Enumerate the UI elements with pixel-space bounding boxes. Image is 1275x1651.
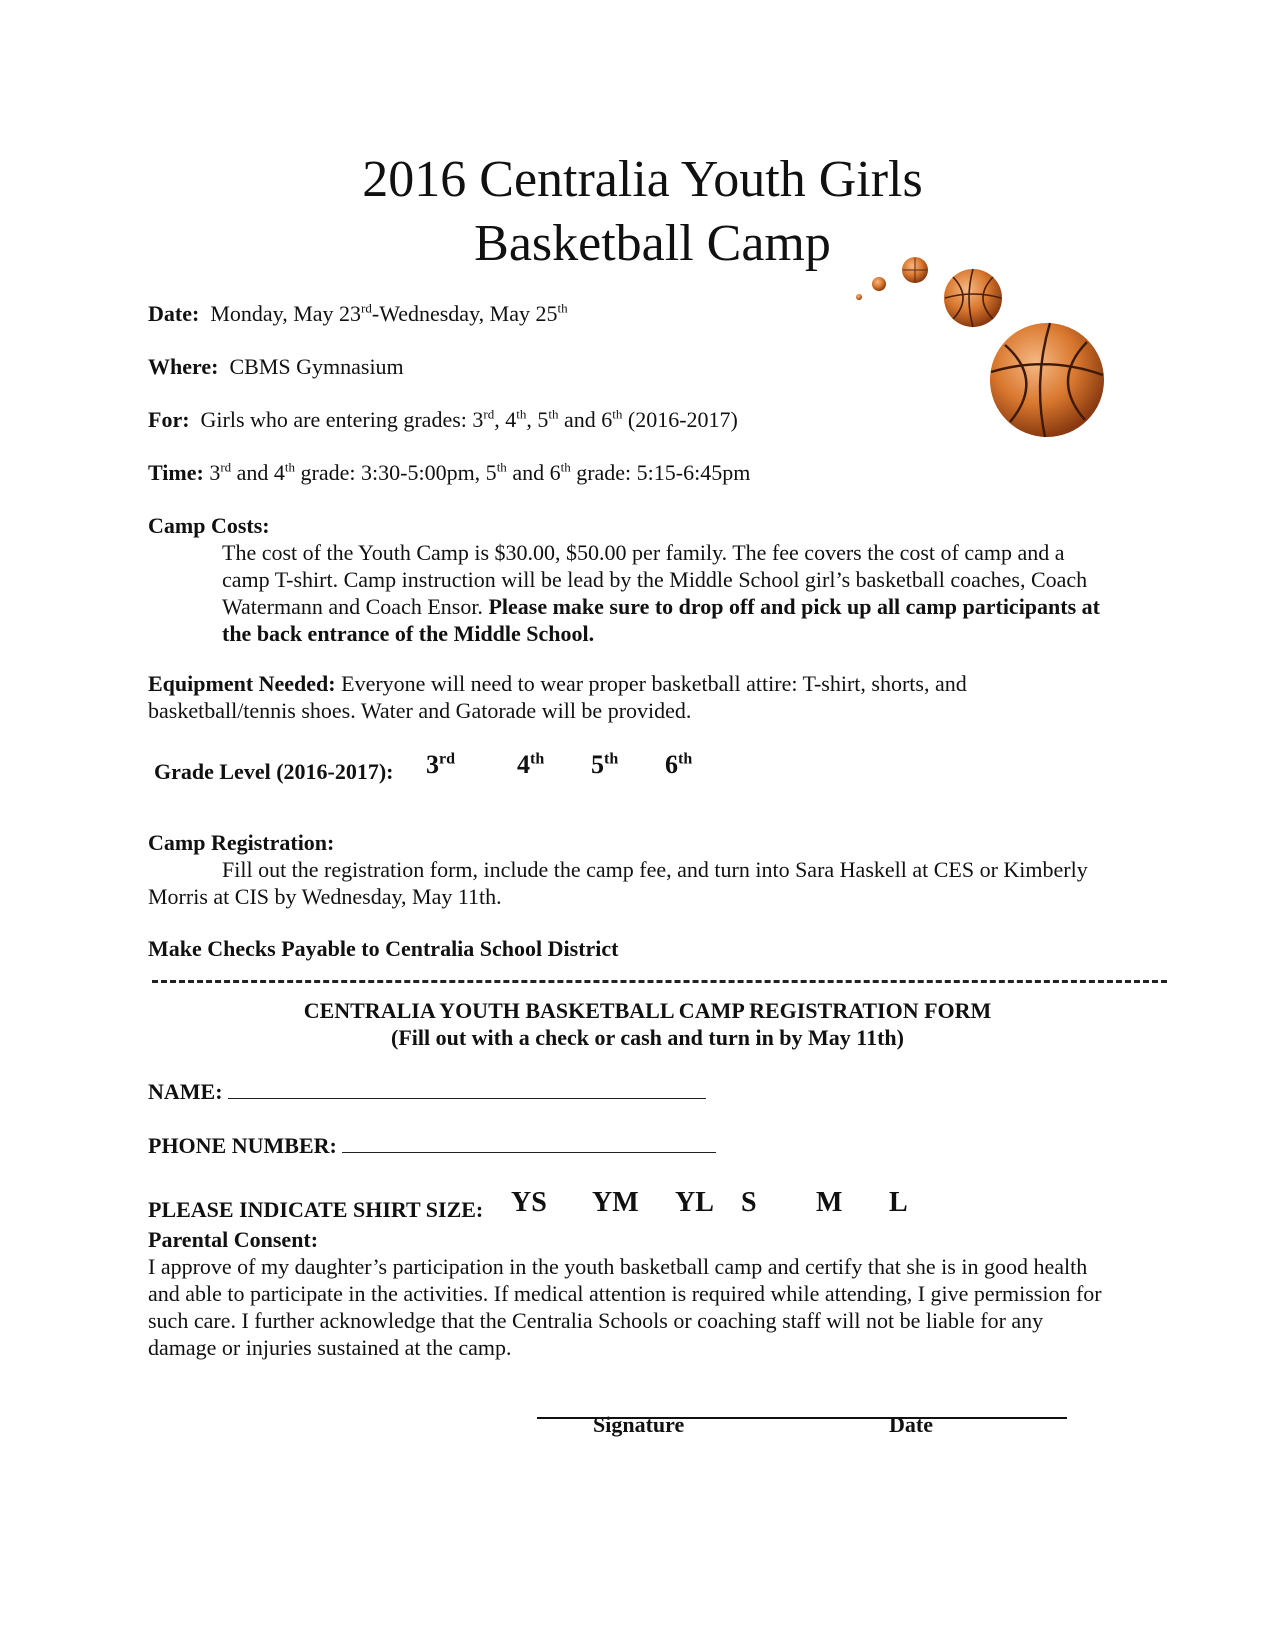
time-sup: th (496, 459, 507, 475)
date-value: -Wednesday, May 25 (371, 301, 558, 326)
time-value: and 4 (231, 460, 285, 485)
for-sup: th (612, 406, 623, 422)
shirt-size-s[interactable]: S (741, 1187, 757, 1218)
camp-registration-heading: Camp Registration: (148, 830, 335, 855)
camp-costs-notice: Please make sure to drop off and pick up all camp participants at the back entrance of the Middle School. (222, 594, 1100, 646)
time-sup: rd (220, 459, 232, 475)
shirt-size-m[interactable]: M (816, 1187, 843, 1218)
name-row (148, 1078, 706, 1105)
time-value: 3 (209, 460, 221, 485)
form-subtitle: (Fill out with a check or cash and turn in by May 11th) (391, 1025, 904, 1050)
equipment-text: Everyone will need to wear proper basketball attire: T-shirt, shorts, and basketball/tennis shoes. Water and Gatorade will be provided. (148, 671, 967, 723)
grade-sup: th (604, 750, 619, 768)
shirt-size-label: PLEASE INDICATE SHIRT SIZE: (148, 1197, 484, 1222)
phone-row (148, 1132, 716, 1159)
where-label: Where: (148, 354, 219, 379)
name-label: NAME: (148, 1079, 223, 1104)
date-sup: th (557, 300, 568, 316)
where-line (148, 353, 404, 380)
time-label: Time: (148, 460, 204, 485)
grade-number: 5 (591, 750, 604, 779)
for-value: Girls who are entering grades: 3 (200, 407, 484, 432)
phone-field[interactable] (342, 1132, 716, 1153)
time-sup: th (284, 459, 296, 475)
grade-option-4th[interactable] (517, 750, 544, 780)
shirt-size-ys[interactable]: YS (511, 1187, 547, 1218)
camp-costs-text (222, 539, 1112, 647)
time-value: grade: 3:30-5:00pm, 5 (295, 460, 497, 485)
basketball-decoration (845, 250, 1105, 445)
date-value: Monday, May 23 (210, 301, 362, 326)
basketball-icon (856, 294, 862, 300)
basketball-icon (902, 257, 928, 283)
name-field[interactable] (228, 1078, 706, 1099)
grade-sup: rd (439, 750, 455, 768)
equipment-label: Equipment Needed: (148, 671, 336, 696)
shirt-size-l[interactable]: L (889, 1187, 908, 1218)
camp-costs-heading: Camp Costs: (148, 513, 270, 538)
cut-line-divider (152, 980, 1167, 983)
grade-sup: th (678, 750, 693, 768)
date-line (148, 300, 568, 327)
camp-registration-text: Fill out the registration form, include the camp fee, and turn into Sara Haskell at CES or Kimberly Morris at CIS by Wednesday, May 11th. (148, 857, 1088, 909)
signature-label: Signature (593, 1412, 685, 1437)
phone-label: PHONE NUMBER: (148, 1133, 337, 1158)
grade-level-label: Grade Level (2016-2017): (154, 759, 394, 784)
parental-consent-text: I approve of my daughter’s participation in the youth basketball camp and certify that she is in good health and able to participate in the activities. If medical attention is required while attending, I give permission for such care. I further acknowledge that the Centralia Schools or coaching staff will not be liable for any damage or injuries sustained at the camp. (148, 1254, 1102, 1360)
for-value: (2016-2017) (622, 407, 738, 432)
for-sup: th (548, 406, 559, 422)
where-value: CBMS Gymnasium (229, 354, 404, 379)
for-value: and 6 (558, 407, 613, 432)
time-sup: th (560, 459, 571, 475)
for-sup: th (516, 406, 527, 422)
shirt-size-ym[interactable]: YM (592, 1187, 639, 1218)
basketball-icon (990, 323, 1104, 437)
page-title-line1: 2016 Centralia Youth Girls (362, 151, 923, 208)
grade-option-5th[interactable] (591, 750, 618, 780)
form-title: CENTRALIA YOUTH BASKETBALL CAMP REGISTRATION FORM (303, 998, 992, 1023)
for-value: , 5 (526, 407, 549, 432)
grade-option-3rd[interactable] (426, 750, 455, 780)
for-line (148, 406, 738, 433)
for-sup: rd (483, 406, 495, 422)
time-line (148, 459, 750, 486)
checks-payable: Make Checks Payable to Centralia School District (148, 936, 619, 961)
parental-consent-heading: Parental Consent: (148, 1227, 319, 1252)
basketball-icon (944, 269, 1002, 327)
equipment-paragraph (148, 670, 1108, 724)
grade-option-6th[interactable] (665, 750, 692, 780)
date-sup: rd (361, 300, 372, 316)
grade-number: 6 (665, 750, 678, 779)
time-value: and 6 (506, 460, 561, 485)
for-value: , 4 (494, 407, 517, 432)
shirt-size-yl[interactable]: YL (675, 1187, 714, 1218)
time-value: grade: 5:15-6:45pm (570, 460, 751, 485)
date-label: Date: (148, 301, 200, 326)
date-label: Date (889, 1412, 933, 1437)
camp-costs-body: The cost of the Youth Camp is $30.00, $50.00 per family. The fee covers the cost of camp and a camp T-shirt. Camp instruction will be lead by the Middle School girl’s basketball coaches, Coach Watermann and Coach Ensor. (222, 540, 1088, 619)
grade-sup: th (530, 750, 545, 768)
for-label: For: (148, 407, 190, 432)
grade-number: 4 (517, 750, 530, 779)
page-title-line2: Basketball Camp (474, 215, 831, 272)
basketball-icon (872, 277, 886, 291)
grade-number: 3 (426, 750, 439, 779)
